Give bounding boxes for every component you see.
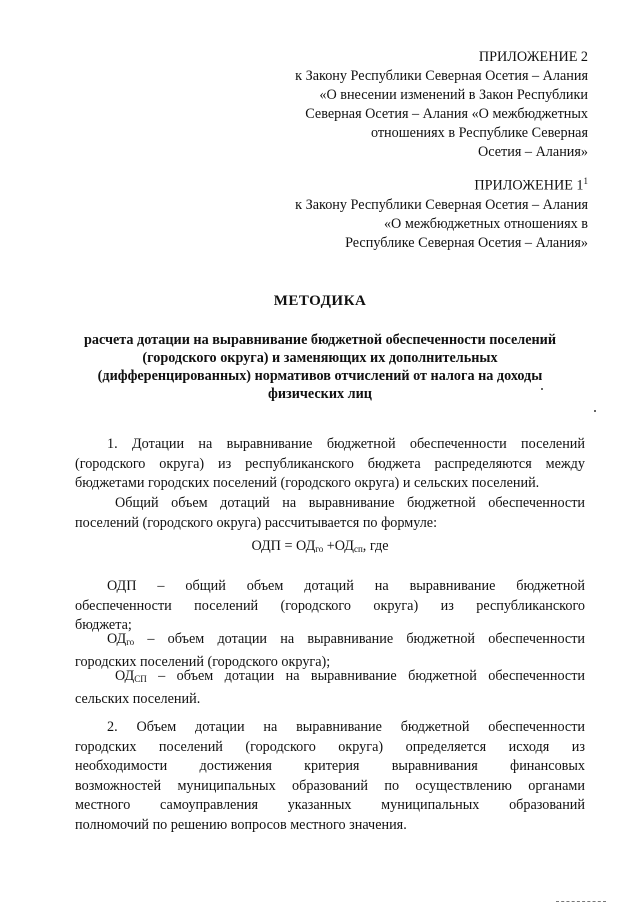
formula bbox=[0, 538, 640, 555]
paragraph-line bbox=[75, 667, 585, 690]
appendix-1-title-text: ПРИЛОЖЕНИЕ 1 bbox=[474, 177, 584, 194]
paragraph-line: ОДП – общий объем дотаций на выравнивание бюджетной bbox=[107, 578, 585, 594]
section-1-paragraph-2 bbox=[75, 494, 585, 533]
scan-speck bbox=[541, 388, 543, 390]
paragraph-line: Общий объем дотаций на выравнивание бюджетной обеспеченности bbox=[115, 495, 585, 511]
appendix-1-line: Республике Северная Осетия – Алания» bbox=[345, 234, 588, 251]
appendix-2-line: «О внесении изменений в Закон Республики bbox=[319, 87, 588, 103]
paragraph-line: бюджета; bbox=[75, 617, 132, 633]
scan-edge-mark bbox=[556, 901, 606, 905]
formula-sub-go: го bbox=[315, 544, 324, 554]
odgo-rest: – объем дотации на выравнивание бюджетной обеспеченности bbox=[134, 631, 585, 647]
appendix-1-title bbox=[295, 172, 588, 196]
paragraph-line: обеспеченности поселений (городского округа) из республиканского bbox=[75, 597, 585, 614]
definition-odgo bbox=[75, 630, 585, 672]
document-title: МЕТОДИКА bbox=[273, 293, 367, 309]
appendix-1-block bbox=[295, 172, 588, 253]
odsp-rest: – объем дотации на выравнивание бюджетной обеспеченности bbox=[146, 668, 585, 684]
subtitle-line: расчета дотации на выравнивание бюджетной обеспеченности поселений bbox=[83, 332, 557, 348]
formula-sub-sp: сп bbox=[353, 544, 363, 554]
section-2-paragraph bbox=[75, 718, 585, 835]
subtitle-line: (городского округа) и заменяющих их дополнительных bbox=[142, 350, 498, 366]
definition-odsp bbox=[75, 667, 585, 709]
paragraph-line: 2. Объем дотации на выравнивание бюджетной обеспеченности bbox=[107, 719, 585, 735]
paragraph-line: сельских поселений. bbox=[75, 690, 201, 707]
formula-tail: , где bbox=[362, 538, 389, 554]
appendix-2-line: Осетия – Алания» bbox=[478, 144, 588, 160]
subtitle-line: физических лиц bbox=[268, 386, 372, 402]
odsp-prefix: ОД bbox=[115, 668, 135, 684]
appendix-1-line: к Закону Республики Северная Осетия – Алания bbox=[295, 196, 588, 213]
paragraph-line bbox=[75, 630, 585, 653]
paragraph-line: 1. Дотации на выравнивание бюджетной обеспеченности поселений bbox=[107, 436, 585, 452]
subtitle-line: (дифференцированных) нормативов отчислений от налога на доходы bbox=[97, 368, 543, 384]
paragraph-line: поселений (городского округа) рассчитывается по формуле: bbox=[75, 514, 438, 531]
appendix-1-superscript: 1 bbox=[583, 176, 588, 186]
appendix-2-block bbox=[295, 48, 588, 162]
odgo-prefix: ОД bbox=[107, 631, 127, 647]
paragraph-line: местного самоуправления указанных муниципальных образований bbox=[75, 797, 585, 813]
appendix-2-title: ПРИЛОЖЕНИЕ 2 bbox=[478, 49, 588, 65]
section-1-paragraph-1 bbox=[75, 435, 585, 494]
paragraph-line: возможностей муниципальных образований по осуществлению органами bbox=[75, 777, 585, 794]
formula-lhs: ОДП = ОД bbox=[251, 538, 316, 554]
paragraph-line: бюджетами городских поселений (городского округа) и сельских поселений. bbox=[75, 475, 540, 491]
odgo-sub: го bbox=[126, 637, 135, 647]
paragraph-line: полномочий по решению вопросов местного значения. bbox=[75, 816, 407, 833]
document-subtitle bbox=[70, 331, 570, 403]
formula-mid: +ОД bbox=[323, 538, 354, 554]
appendix-2-line: к Закону Республики Северная Осетия – Алания bbox=[295, 68, 588, 84]
appendix-2-line: отношениях в Республике Северная bbox=[370, 125, 588, 141]
paragraph-line: (городского округа) из республиканского бюджета распределяются между bbox=[75, 455, 585, 472]
appendix-1-line: «О межбюджетных отношениях в bbox=[383, 215, 588, 232]
definition-odp bbox=[75, 577, 585, 636]
paragraph-line: городских поселений (городского округа); bbox=[75, 653, 331, 670]
paragraph-line: необходимости достижения критерия выравнивания финансовых bbox=[75, 758, 585, 774]
odsp-sub: СП bbox=[134, 674, 147, 684]
scan-speck bbox=[594, 410, 596, 412]
paragraph-line: городских поселений (городского округа) определяется исходя из bbox=[75, 738, 585, 755]
appendix-2-line: Северная Осетия – Алания «О межбюджетных bbox=[305, 106, 588, 122]
